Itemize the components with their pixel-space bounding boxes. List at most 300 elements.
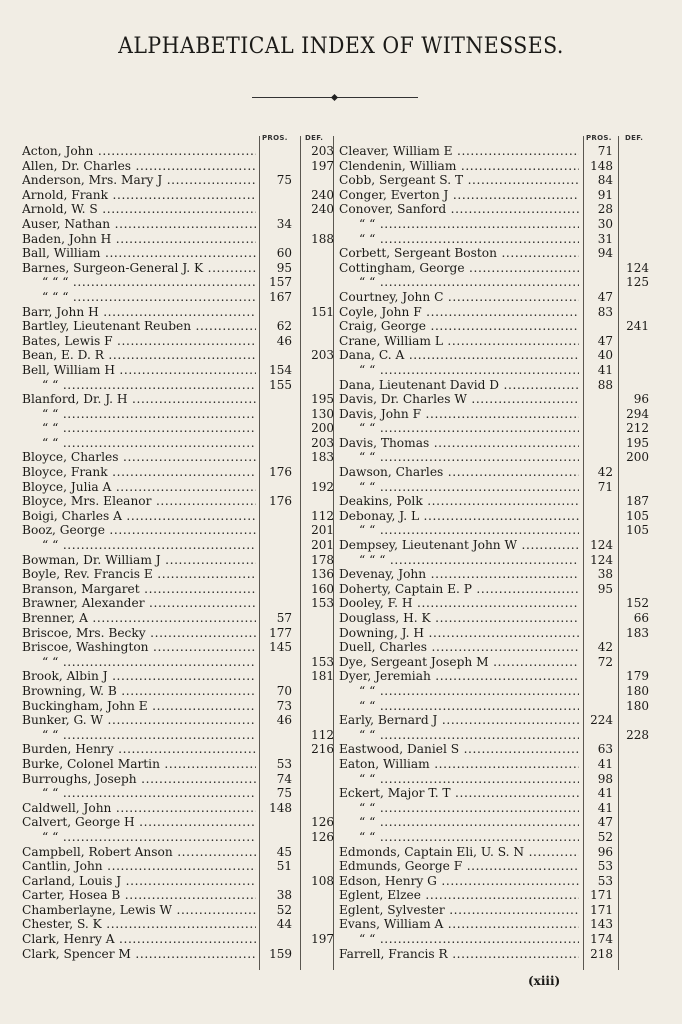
index-row bbox=[339, 319, 659, 334]
index-row bbox=[339, 407, 659, 422]
def-page: 192 bbox=[311, 479, 334, 494]
index-row bbox=[339, 801, 659, 816]
witness-name: Anderson, Mrs. Mary J ..... bbox=[22, 173, 256, 188]
witness-name: Blanford, Dr. J. H ..... bbox=[22, 392, 256, 407]
def-page: 240 bbox=[311, 202, 334, 217]
witness-name: Edmunds, George F ..... bbox=[339, 859, 579, 874]
pros-page: 41 bbox=[597, 756, 613, 771]
witness-name: Carter, Hosea B ..... bbox=[22, 888, 256, 903]
index-row bbox=[22, 888, 328, 903]
index-row bbox=[22, 435, 334, 451]
index-row bbox=[339, 232, 659, 247]
def-page: 160 bbox=[311, 581, 334, 596]
witness-name: Davis, John F ..... bbox=[339, 407, 579, 422]
index-row bbox=[339, 305, 659, 320]
def-page: 183 bbox=[311, 450, 334, 465]
def-page: 178 bbox=[311, 552, 334, 567]
witness-name: Edmonds, Captain Eli, U. S. N ..... bbox=[339, 845, 579, 860]
def-page: 188 bbox=[311, 231, 334, 246]
pros-page: 60 bbox=[276, 246, 292, 261]
witness-name: Boigi, Charles A ..... bbox=[22, 509, 256, 524]
index-row bbox=[22, 932, 334, 947]
pros-page: 75 bbox=[276, 786, 292, 801]
index-row bbox=[339, 932, 659, 947]
index-row bbox=[339, 173, 659, 188]
witness-name: “ “ ..... bbox=[339, 480, 579, 495]
def-page: 126 bbox=[311, 815, 334, 830]
index-row bbox=[339, 742, 659, 757]
pros-page: 88 bbox=[597, 377, 613, 392]
witness-name: Burroughs, Joseph ..... bbox=[22, 772, 256, 787]
witness-name: “ “ ..... bbox=[339, 421, 579, 436]
index-row bbox=[339, 611, 659, 626]
witness-name: Devenay, John ..... bbox=[339, 567, 579, 582]
witness-name: Eckert, Major T. T ..... bbox=[339, 786, 579, 801]
def-page: 105 bbox=[626, 523, 649, 538]
witness-name: Dana, Lieutenant David D ..... bbox=[339, 378, 579, 393]
index-row bbox=[339, 523, 659, 538]
index-row bbox=[339, 348, 659, 363]
witness-name: Craig, George ..... bbox=[339, 319, 579, 334]
pros-page: 41 bbox=[597, 786, 613, 801]
witness-name: Arnold, Frank ..... bbox=[22, 188, 256, 203]
index-row bbox=[22, 845, 328, 860]
index-row bbox=[22, 261, 328, 276]
def-page: 240 bbox=[311, 187, 334, 202]
left-def-header: DEF. bbox=[305, 134, 324, 142]
witness-name: Duell, Charles ..... bbox=[339, 640, 579, 655]
def-page: 228 bbox=[626, 727, 649, 742]
witness-name: Bloyce, Mrs. Eleanor ..... bbox=[22, 494, 256, 509]
witness-name: “ “ ..... bbox=[339, 275, 579, 290]
index-row bbox=[339, 159, 659, 174]
pros-page: 46 bbox=[276, 333, 292, 348]
pros-page: 47 bbox=[597, 289, 613, 304]
right-def-header: DEF. bbox=[625, 134, 644, 142]
pros-page: 218 bbox=[590, 946, 613, 961]
pros-page: 53 bbox=[597, 859, 613, 874]
def-page: 153 bbox=[311, 596, 334, 611]
pros-page: 42 bbox=[597, 465, 613, 480]
index-row bbox=[339, 669, 659, 684]
index-row bbox=[339, 596, 659, 611]
index-row bbox=[339, 509, 659, 524]
witness-name: Debonay, J. L ..... bbox=[339, 509, 579, 524]
pros-page: 145 bbox=[269, 640, 292, 655]
pros-page: 52 bbox=[276, 902, 292, 917]
pros-page: 157 bbox=[269, 275, 292, 290]
index-row bbox=[339, 815, 659, 830]
index-row bbox=[339, 859, 659, 874]
pros-page: 84 bbox=[597, 173, 613, 188]
pros-page: 53 bbox=[597, 873, 613, 888]
def-page: 108 bbox=[311, 873, 334, 888]
witness-name: “ “ ..... bbox=[22, 407, 256, 422]
witness-name: “ “ ..... bbox=[22, 728, 256, 743]
index-row bbox=[339, 684, 659, 699]
index-row bbox=[22, 713, 328, 728]
index-row bbox=[22, 421, 334, 436]
def-page: 126 bbox=[311, 829, 334, 844]
witness-name: Cobb, Sergeant S. T ..... bbox=[339, 173, 579, 188]
index-row bbox=[339, 378, 659, 393]
witness-name: “ “ ..... bbox=[339, 217, 579, 232]
witness-name: “ “ ..... bbox=[339, 801, 579, 816]
page-title: ALPHABETICAL INDEX OF WITNESSES. bbox=[118, 34, 564, 59]
witness-name: Dawson, Charles ..... bbox=[339, 465, 579, 480]
witness-name: Eglent, Sylvester ..... bbox=[339, 903, 579, 918]
def-page: 180 bbox=[626, 698, 649, 713]
witness-name: Dye, Sergeant Joseph M ..... bbox=[339, 655, 579, 670]
pros-page: 176 bbox=[269, 494, 292, 509]
witness-name: Bloyce, Julia A ..... bbox=[22, 480, 256, 495]
def-page: 203 bbox=[311, 435, 334, 450]
index-row bbox=[22, 903, 328, 918]
pros-page: 41 bbox=[597, 362, 613, 377]
index-row bbox=[339, 450, 659, 465]
ornament-diamond-icon bbox=[331, 94, 338, 101]
witness-name: “ “ “ ..... bbox=[22, 275, 256, 290]
pros-page: 30 bbox=[597, 216, 613, 231]
index-row bbox=[22, 611, 328, 626]
witness-name: Ball, William ..... bbox=[22, 246, 256, 261]
index-row bbox=[22, 304, 334, 320]
def-page: 201 bbox=[311, 538, 334, 553]
def-page: 201 bbox=[311, 523, 334, 538]
witness-name: Conger, Everton J ..... bbox=[339, 188, 579, 203]
index-row bbox=[339, 494, 659, 509]
witness-name: “ “ ..... bbox=[22, 786, 256, 801]
index-row bbox=[339, 655, 659, 670]
pros-page: 75 bbox=[276, 173, 292, 188]
pros-page: 143 bbox=[590, 917, 613, 932]
witness-name: “ “ ..... bbox=[339, 523, 579, 538]
witness-name: Eaton, William ..... bbox=[339, 757, 579, 772]
index-row bbox=[22, 334, 328, 349]
index-row bbox=[22, 479, 334, 495]
def-page: 130 bbox=[311, 406, 334, 421]
witness-name: Clark, Henry A ..... bbox=[22, 932, 256, 947]
witness-name: Edson, Henry G ..... bbox=[339, 874, 579, 889]
pros-page: 71 bbox=[597, 479, 613, 494]
pros-page: 176 bbox=[269, 465, 292, 480]
def-page: 200 bbox=[626, 450, 649, 465]
index-row bbox=[22, 772, 328, 787]
index-row bbox=[22, 231, 334, 247]
def-page: 195 bbox=[311, 392, 334, 407]
index-row bbox=[339, 917, 659, 932]
witness-name: “ “ ..... bbox=[339, 684, 579, 699]
witness-name: Courtney, John C ..... bbox=[339, 290, 579, 305]
witness-name: Branson, Margaret ..... bbox=[22, 582, 256, 597]
witness-name: Bates, Lewis F ..... bbox=[22, 334, 256, 349]
index-row bbox=[22, 786, 328, 801]
def-page: 180 bbox=[626, 683, 649, 698]
witness-name: “ “ ..... bbox=[22, 655, 256, 670]
index-row bbox=[22, 596, 334, 611]
witness-name: Bunker, G. W ..... bbox=[22, 713, 256, 728]
index-row bbox=[339, 275, 659, 290]
pros-page: 159 bbox=[269, 946, 292, 961]
index-row bbox=[339, 188, 659, 203]
witness-name: Dooley, F. H ..... bbox=[339, 596, 579, 611]
index-row bbox=[22, 187, 334, 203]
witness-name: Arnold, W. S ..... bbox=[22, 202, 256, 217]
def-page: 105 bbox=[626, 508, 649, 523]
pros-page: 46 bbox=[276, 713, 292, 728]
witness-name: Cottingham, George ..... bbox=[339, 261, 579, 276]
index-row bbox=[339, 728, 659, 743]
witness-name: “ “ ..... bbox=[339, 232, 579, 247]
pros-page: 174 bbox=[590, 932, 613, 947]
pros-page: 71 bbox=[597, 144, 613, 158]
index-row bbox=[339, 392, 659, 407]
witness-name: “ “ ..... bbox=[339, 363, 579, 378]
index-row bbox=[22, 363, 328, 378]
index-row bbox=[22, 859, 328, 874]
witness-name: “ “ ..... bbox=[22, 538, 256, 553]
pros-page: 91 bbox=[597, 187, 613, 202]
witness-name: Auser, Nathan ..... bbox=[22, 217, 256, 232]
index-row bbox=[22, 552, 334, 568]
witness-name: Booz, George ..... bbox=[22, 523, 256, 538]
def-page: 153 bbox=[311, 654, 334, 669]
index-row bbox=[22, 246, 328, 261]
index-row bbox=[22, 699, 328, 714]
pros-page: 94 bbox=[597, 246, 613, 261]
def-page: 179 bbox=[626, 669, 649, 684]
witness-name: Brook, Albin J ..... bbox=[22, 669, 256, 684]
witness-name: Calvert, George H ..... bbox=[22, 815, 256, 830]
index-row bbox=[22, 727, 334, 743]
index-row bbox=[339, 217, 659, 232]
pros-page: 45 bbox=[276, 844, 292, 859]
witness-name: “ “ “ ..... bbox=[22, 290, 256, 305]
pros-page: 95 bbox=[597, 581, 613, 596]
index-row bbox=[22, 378, 328, 393]
pros-page: 124 bbox=[590, 538, 613, 553]
index-row bbox=[339, 144, 659, 159]
witness-name: Dyer, Jeremiah ..... bbox=[339, 669, 579, 684]
pros-page: 73 bbox=[276, 698, 292, 713]
pros-page: 155 bbox=[269, 377, 292, 392]
witness-name: Acton, John ..... bbox=[22, 144, 256, 159]
index-row bbox=[22, 494, 328, 509]
witness-name: Bloyce, Charles ..... bbox=[22, 450, 256, 465]
witness-name: Carland, Louis J ..... bbox=[22, 874, 256, 889]
pros-page: 72 bbox=[597, 654, 613, 669]
page-number: (xiii) bbox=[528, 974, 561, 988]
witness-name: “ “ ..... bbox=[339, 815, 579, 830]
def-page: 197 bbox=[311, 932, 334, 947]
index-row bbox=[22, 626, 328, 641]
index-row bbox=[339, 757, 659, 772]
pros-page: 96 bbox=[597, 844, 613, 859]
witness-name: Coyle, John F ..... bbox=[339, 305, 579, 320]
pros-page: 124 bbox=[590, 552, 613, 567]
witness-name: Campbell, Robert Anson ..... bbox=[22, 845, 256, 860]
index-row bbox=[339, 830, 659, 845]
def-page: 112 bbox=[311, 727, 334, 742]
pros-page: 47 bbox=[597, 815, 613, 830]
index-row bbox=[22, 917, 328, 932]
index-row bbox=[339, 553, 659, 568]
witness-name: “ “ ..... bbox=[339, 728, 579, 743]
def-page: 216 bbox=[311, 742, 334, 757]
def-page: 187 bbox=[626, 494, 649, 509]
pros-page: 177 bbox=[269, 625, 292, 640]
index-row bbox=[22, 567, 334, 582]
witness-name: Dempsey, Lieutenant John W ..... bbox=[339, 538, 579, 553]
index-row bbox=[22, 684, 328, 699]
witness-name: “ “ ..... bbox=[339, 932, 579, 947]
witness-name: “ “ ..... bbox=[339, 830, 579, 845]
witness-name: Dana, C. A ..... bbox=[339, 348, 579, 363]
witness-name: Chamberlayne, Lewis W ..... bbox=[22, 903, 256, 918]
def-page: 294 bbox=[626, 406, 649, 421]
witness-name: Corbett, Sergeant Boston ..... bbox=[339, 246, 579, 261]
witness-name: Downing, J. H ..... bbox=[339, 626, 579, 641]
def-page: 197 bbox=[311, 158, 334, 173]
index-row bbox=[22, 392, 334, 407]
witness-name: “ “ “ ..... bbox=[339, 553, 579, 568]
index-row bbox=[22, 873, 334, 889]
witness-name: Clendenin, William ..... bbox=[339, 159, 579, 174]
pros-page: 52 bbox=[597, 829, 613, 844]
witness-name: Bowman, Dr. William J ..... bbox=[22, 553, 256, 568]
pros-page: 83 bbox=[597, 304, 613, 319]
pros-page: 171 bbox=[590, 902, 613, 917]
def-page: 195 bbox=[626, 435, 649, 450]
pros-page: 42 bbox=[597, 640, 613, 655]
pros-page: 148 bbox=[269, 800, 292, 815]
index-row bbox=[339, 903, 659, 918]
def-page: 125 bbox=[626, 275, 649, 290]
witness-name: Briscoe, Mrs. Becky ..... bbox=[22, 626, 256, 641]
pros-page: 63 bbox=[597, 742, 613, 757]
title-ornament bbox=[252, 96, 418, 100]
witness-name: Buckingham, John E ..... bbox=[22, 699, 256, 714]
witness-name: Farrell, Francis R ..... bbox=[339, 947, 579, 962]
witness-name: Early, Bernard J ..... bbox=[339, 713, 579, 728]
witness-name: Browning, W. B ..... bbox=[22, 684, 256, 699]
pros-page: 171 bbox=[590, 888, 613, 903]
index-row bbox=[22, 757, 328, 772]
pros-page: 53 bbox=[276, 756, 292, 771]
def-page: 203 bbox=[311, 348, 334, 363]
index-row bbox=[339, 261, 659, 276]
index-row bbox=[22, 406, 334, 422]
def-page: 151 bbox=[311, 304, 334, 319]
pros-page: 38 bbox=[276, 888, 292, 903]
right-witness-list bbox=[339, 144, 659, 961]
pros-page: 224 bbox=[590, 713, 613, 728]
index-row bbox=[22, 202, 334, 217]
def-page: 124 bbox=[626, 260, 649, 275]
witness-name: Cleaver, William E ..... bbox=[339, 144, 579, 159]
index-row bbox=[339, 874, 659, 889]
witness-name: Caldwell, John ..... bbox=[22, 801, 256, 816]
index-row bbox=[339, 363, 659, 378]
pros-page: 154 bbox=[269, 362, 292, 377]
index-row bbox=[22, 275, 328, 290]
pros-page: 51 bbox=[276, 859, 292, 874]
witness-name: Bloyce, Frank ..... bbox=[22, 465, 256, 480]
index-row bbox=[22, 801, 328, 816]
pros-page: 57 bbox=[276, 611, 292, 625]
witness-name: Brenner, A ..... bbox=[22, 611, 256, 626]
index-row bbox=[22, 158, 334, 174]
index-row bbox=[339, 246, 659, 261]
pros-page: 40 bbox=[597, 348, 613, 363]
witness-name: Cantlin, John ..... bbox=[22, 859, 256, 874]
index-row bbox=[22, 319, 328, 334]
def-page: 136 bbox=[311, 567, 334, 582]
witness-name: Boyle, Rev. Francis E ..... bbox=[22, 567, 256, 582]
index-row bbox=[339, 480, 659, 495]
index-row bbox=[22, 465, 328, 480]
def-page: 241 bbox=[626, 319, 649, 334]
witness-name: Brawner, Alexander ..... bbox=[22, 596, 256, 611]
def-page: 96 bbox=[633, 392, 649, 407]
witness-name: Bell, William H ..... bbox=[22, 363, 256, 378]
index-row bbox=[22, 669, 334, 684]
witness-name: “ “ ..... bbox=[22, 378, 256, 393]
def-page: 112 bbox=[311, 508, 334, 523]
witness-name: Conover, Sanford ..... bbox=[339, 202, 579, 217]
index-row bbox=[22, 742, 334, 757]
index-row bbox=[22, 947, 328, 962]
witness-name: Douglass, H. K ..... bbox=[339, 611, 579, 626]
witness-name: “ “ ..... bbox=[22, 436, 256, 451]
witness-name: Allen, Dr. Charles ..... bbox=[22, 159, 256, 174]
witness-name: Clark, Spencer M ..... bbox=[22, 947, 256, 962]
index-row bbox=[22, 815, 334, 830]
index-row bbox=[339, 290, 659, 305]
index-row bbox=[339, 202, 659, 217]
witness-name: Burden, Henry ..... bbox=[22, 742, 256, 757]
pros-page: 167 bbox=[269, 289, 292, 304]
index-row bbox=[339, 640, 659, 655]
witness-name: Davis, Dr. Charles W ..... bbox=[339, 392, 579, 407]
index-row bbox=[339, 538, 659, 553]
index-row bbox=[22, 173, 328, 188]
witness-name: Doherty, Captain E. P ..... bbox=[339, 582, 579, 597]
witness-name: “ “ ..... bbox=[339, 772, 579, 787]
index-row bbox=[22, 348, 334, 363]
index-row bbox=[339, 713, 659, 728]
index-row bbox=[22, 144, 334, 159]
index-row bbox=[339, 626, 659, 641]
pros-page: 148 bbox=[590, 158, 613, 173]
witness-name: Eastwood, Daniel S ..... bbox=[339, 742, 579, 757]
def-page: 183 bbox=[626, 625, 649, 640]
index-row bbox=[339, 947, 659, 962]
witness-name: Bartley, Lieutenant Reuben ..... bbox=[22, 319, 256, 334]
index-row bbox=[339, 436, 659, 451]
witness-name: Davis, Thomas ..... bbox=[339, 436, 579, 451]
witness-name: “ “ ..... bbox=[22, 421, 256, 436]
witness-name: Deakins, Polk ..... bbox=[339, 494, 579, 509]
pros-page: 41 bbox=[597, 800, 613, 815]
pros-page: 95 bbox=[276, 260, 292, 275]
right-pros-header: PROS. bbox=[586, 134, 612, 142]
witness-name: Evans, William A ..... bbox=[339, 917, 579, 932]
def-page: 203 bbox=[311, 144, 334, 158]
pros-page: 62 bbox=[276, 319, 292, 334]
index-row bbox=[339, 465, 659, 480]
index-row bbox=[339, 888, 659, 903]
